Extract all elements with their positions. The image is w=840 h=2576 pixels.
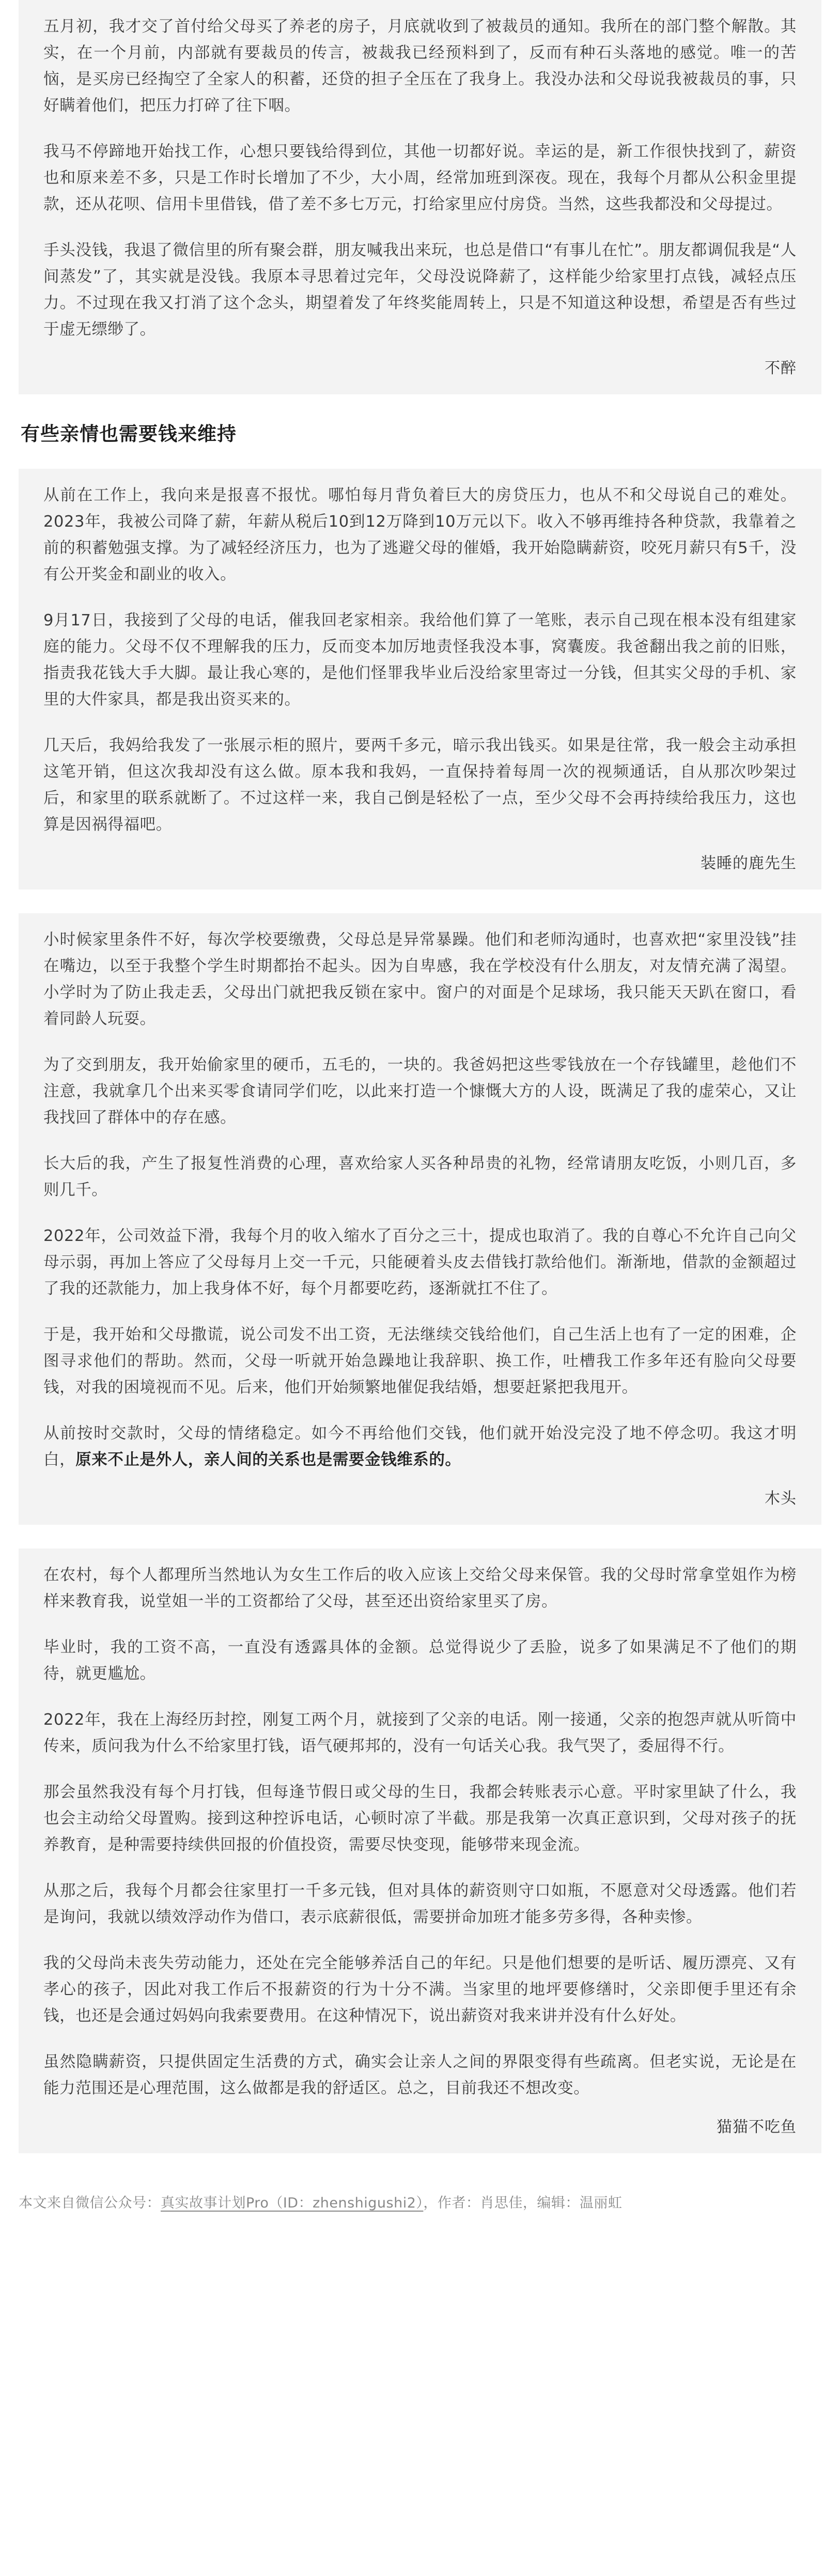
story-signature: 装睡的鹿先生 <box>701 854 797 872</box>
story-card-3 <box>19 913 821 1525</box>
story-paragraph: 于是，我开始和父母撒谎，说公司发不出工资，无法继续交钱给他们，自己生活上也有了一定的困难，企图寻求他们的帮助。然而，父母一听就开始急躁地让我辞职、换工作，吐槽我工作多年还有脸向父母要钱，对我的困境视而不见。后来，他们开始频繁地催促我结婚，想要赶紧把我甩开。 <box>43 1326 797 1397</box>
story-paragraph: 毕业时，我的工资不高，一直没有透露具体的金额。总觉得说少了丢脸，说多了如果满足不了他们的期待，就更尴尬。 <box>43 1638 797 1683</box>
story-signature: 不醉 <box>765 359 797 377</box>
story-emphasis: 原来不止是外人，亲人间的关系也是需要金钱维系的。 <box>75 1451 461 1469</box>
story-paragraph: 为了交到朋友，我开始偷家里的硬币，五毛的，一块的。我爸妈把这些零钱放在一个存钱罐里，趁他们不注意，我就拿几个出来买零食请同学们吃，以此来打造一个慷慨大方的人设，既满足了我的虚荣心，又让我找回了群体中的存在感。 <box>43 1056 797 1127</box>
story-paragraph-final <box>43 1420 797 1473</box>
story-paragraph: 小时候家里条件不好，每次学校要缴费，父母总是异常暴躁。他们和老师沟通时，也喜欢把“家里没钱”挂在嘴边，以至于我整个学生时期都抬不起头。因为自卑感，我在学校没有什么朋友，对友情充满了渴望。小学时为了防止我走丢，父母出门就把我反锁在家中。窗户的对面是个足球场，我只能天天趴在窗口，看着同龄人玩耍。 <box>43 931 797 1028</box>
story-paragraph: 手头没钱，我退了微信里的所有聚会群，朋友喊我出来玩，也总是借口“有事儿在忙”。朋友都调侃我是“人间蒸发”了，其实就是没钱。我原本寻思着过完年，父母没说降薪了，这样能少给家里打点钱，减轻点压力。不过现在我又打消了这个念头，期望着发了年终奖能周转上，只是不知道这种设想，希望是否有些过于虚无缥缈了。 <box>43 241 797 339</box>
story-paragraph: 我的父母尚未丧失劳动能力，还处在完全能够养活自己的年纪。只是他们想要的是听话、履历漂亮、又有孝心的孩子，因此对我工作后不报薪资的行为十分不满。当家里的地坪要修缮时，父亲即便手里还有余钱，也还是会通过妈妈向我索要费用。在这种情况下，说出薪资对我来讲并没有什么好处。 <box>43 1954 797 2025</box>
story-paragraph: 虽然隐瞒薪资，只提供固定生活费的方式，确实会让亲人之间的界限变得有些疏离。但老实说，无论是在能力范围还是心理范围，这么做都是我的舒适区。总之，目前我还不想改变。 <box>43 2053 797 2097</box>
section-title: 有些亲情也需要钱来维持 <box>21 423 237 445</box>
story-paragraph: 长大后的我，产生了报复性消费的心理，喜欢给家人买各种昂贵的礼物，经常请朋友吃饭，小则几百，多则几千。 <box>43 1155 797 1199</box>
story-paragraph: 在农村，每个人都理所当然地认为女生工作后的收入应该上交给父母来保管。我的父母时常拿堂姐作为榜样来教育我，说堂姐一半的工资都给了父母，甚至还出资给家里买了房。 <box>43 1566 797 1611</box>
source-link[interactable]: 真实故事计划Pro（ID：zhenshigushi2） <box>161 2195 424 2211</box>
story-signature: 木头 <box>765 1490 797 1508</box>
story-paragraph: 从那之后，我每个月都会往家里打一千多元钱，但对具体的薪资则守口如瓶，不愿意对父母透露。他们若是询问，我就以绩效浮动作为借口，表示底薪很低，需要拼命加班才能多劳多得，各种卖惨。 <box>43 1882 797 1926</box>
story-paragraph: 从前在工作上，我向来是报喜不报忧。哪怕每月背负着巨大的房贷压力，也从不和父母说自己的难处。2023年，我被公司降了薪，年薪从税后10到12万降到10万元以下。收入不够再维持各种贷款，我靠着之前的积蓄勉强支撑。为了减轻经济压力，也为了逃避父母的催婚，我开始隐瞒薪资，咬死月薪只有5千，没有公开奖金和副业的收入。 <box>43 486 797 584</box>
story-paragraph: 2022年，我在上海经历封控，刚复工两个月，就接到了父亲的电话。刚一接通，父亲的抱怨声就从听筒中传来，质问我为什么不给家里打钱，语气硬邦邦的，没有一句话关心我。我气哭了，委屈得不行。 <box>43 1711 797 1755</box>
story-text: 从前按时交款时，父母的情绪稳定。如今不再给他们交钱，他们就开始没完没了地不停念叨。我这才明白， <box>43 1424 797 1469</box>
story-paragraph: 五月初，我才交了首付给父母买了养老的房子，月底就收到了被裁员的通知。我所在的部门整个解散。其实，在一个月前，内部就有要裁员的传言，被裁我已经预料到了，反而有种石头落地的感觉。唯一的苦恼，是买房已经掏空了全家人的积蓄，还贷的担子全压在了我身上。我没办法和父母说我被裁员的事，只好瞒着他们，把压力打碎了往下咽。 <box>43 18 797 115</box>
story-paragraph: 2022年，公司效益下滑，我每个月的收入缩水了百分之三十，提成也取消了。我的自尊心不允许自己向父母示弱，再加上答应了父母每月上交一千元，只能硬着头皮去借钱打款给他们。渐渐地，借款的金额超过了我的还款能力，加上我身体不好，每个月都要吃药，逐渐就扛不住了。 <box>43 1227 797 1298</box>
story-signature: 猫猫不吃鱼 <box>717 2118 797 2136</box>
story-card-1 <box>19 0 821 394</box>
story-card-4 <box>19 1548 821 2153</box>
story-paragraph: 9月17日，我接到了父母的电话，催我回老家相亲。我给他们算了一笔账，表示自己现在根本没有组建家庭的能力。父母不仅不理解我的压力，反而变本加厉地责怪我没本事，窝囊废。我爸翻出我之前的旧账，指责我花钱大手大脚。最让我心寒的，是他们怪罪我毕业后没给家里寄过一分钱，但其实父母的手机、家里的大件家具，都是我出资买来的。 <box>43 611 797 709</box>
story-paragraph: 几天后，我妈给我发了一张展示柜的照片，要两千多元，暗示我出钱买。如果是往常，我一般会主动承担这笔开销，但这次我却没有这么做。原本我和我妈，一直保持着每周一次的视频通话，自从那次吵架过后，和家里的联系就断了。不过这样一来，我自己倒是轻松了一点，至少父母不会再持续给我压力，这也算是因祸得福吧。 <box>43 737 797 834</box>
footer-prefix: 本文来自微信公众号： <box>19 2195 161 2211</box>
article-footer <box>19 2177 821 2232</box>
story-card-2 <box>19 469 821 890</box>
story-paragraph: 那会虽然我没有每个月打钱，但每逢节假日或父母的生日，我都会转账表示心意。平时家里缺了什么，我也会主动给父母置购。接到这种控诉电话，心顿时凉了半截。那是我第一次真正意识到，父母对孩子的抚养教育，是种需要持续供回报的价值投资，需要尽快变现，能够带来现金流。 <box>43 1783 797 1854</box>
story-paragraph: 我马不停蹄地开始找工作，心想只要钱给得到位，其他一切都好说。幸运的是，新工作很快找到了，薪资也和原来差不多，只是工作时长增加了不少，大小周，经常加班到深夜。现在，我每个月都从公积金里提款，还从花呗、信用卡里借钱，借了差不多七万元，打给家里应付房贷。当然，这些我都没和父母提过。 <box>43 143 797 213</box>
footer-credits: ，作者：肖思佳，编辑：温丽虹 <box>423 2195 623 2211</box>
